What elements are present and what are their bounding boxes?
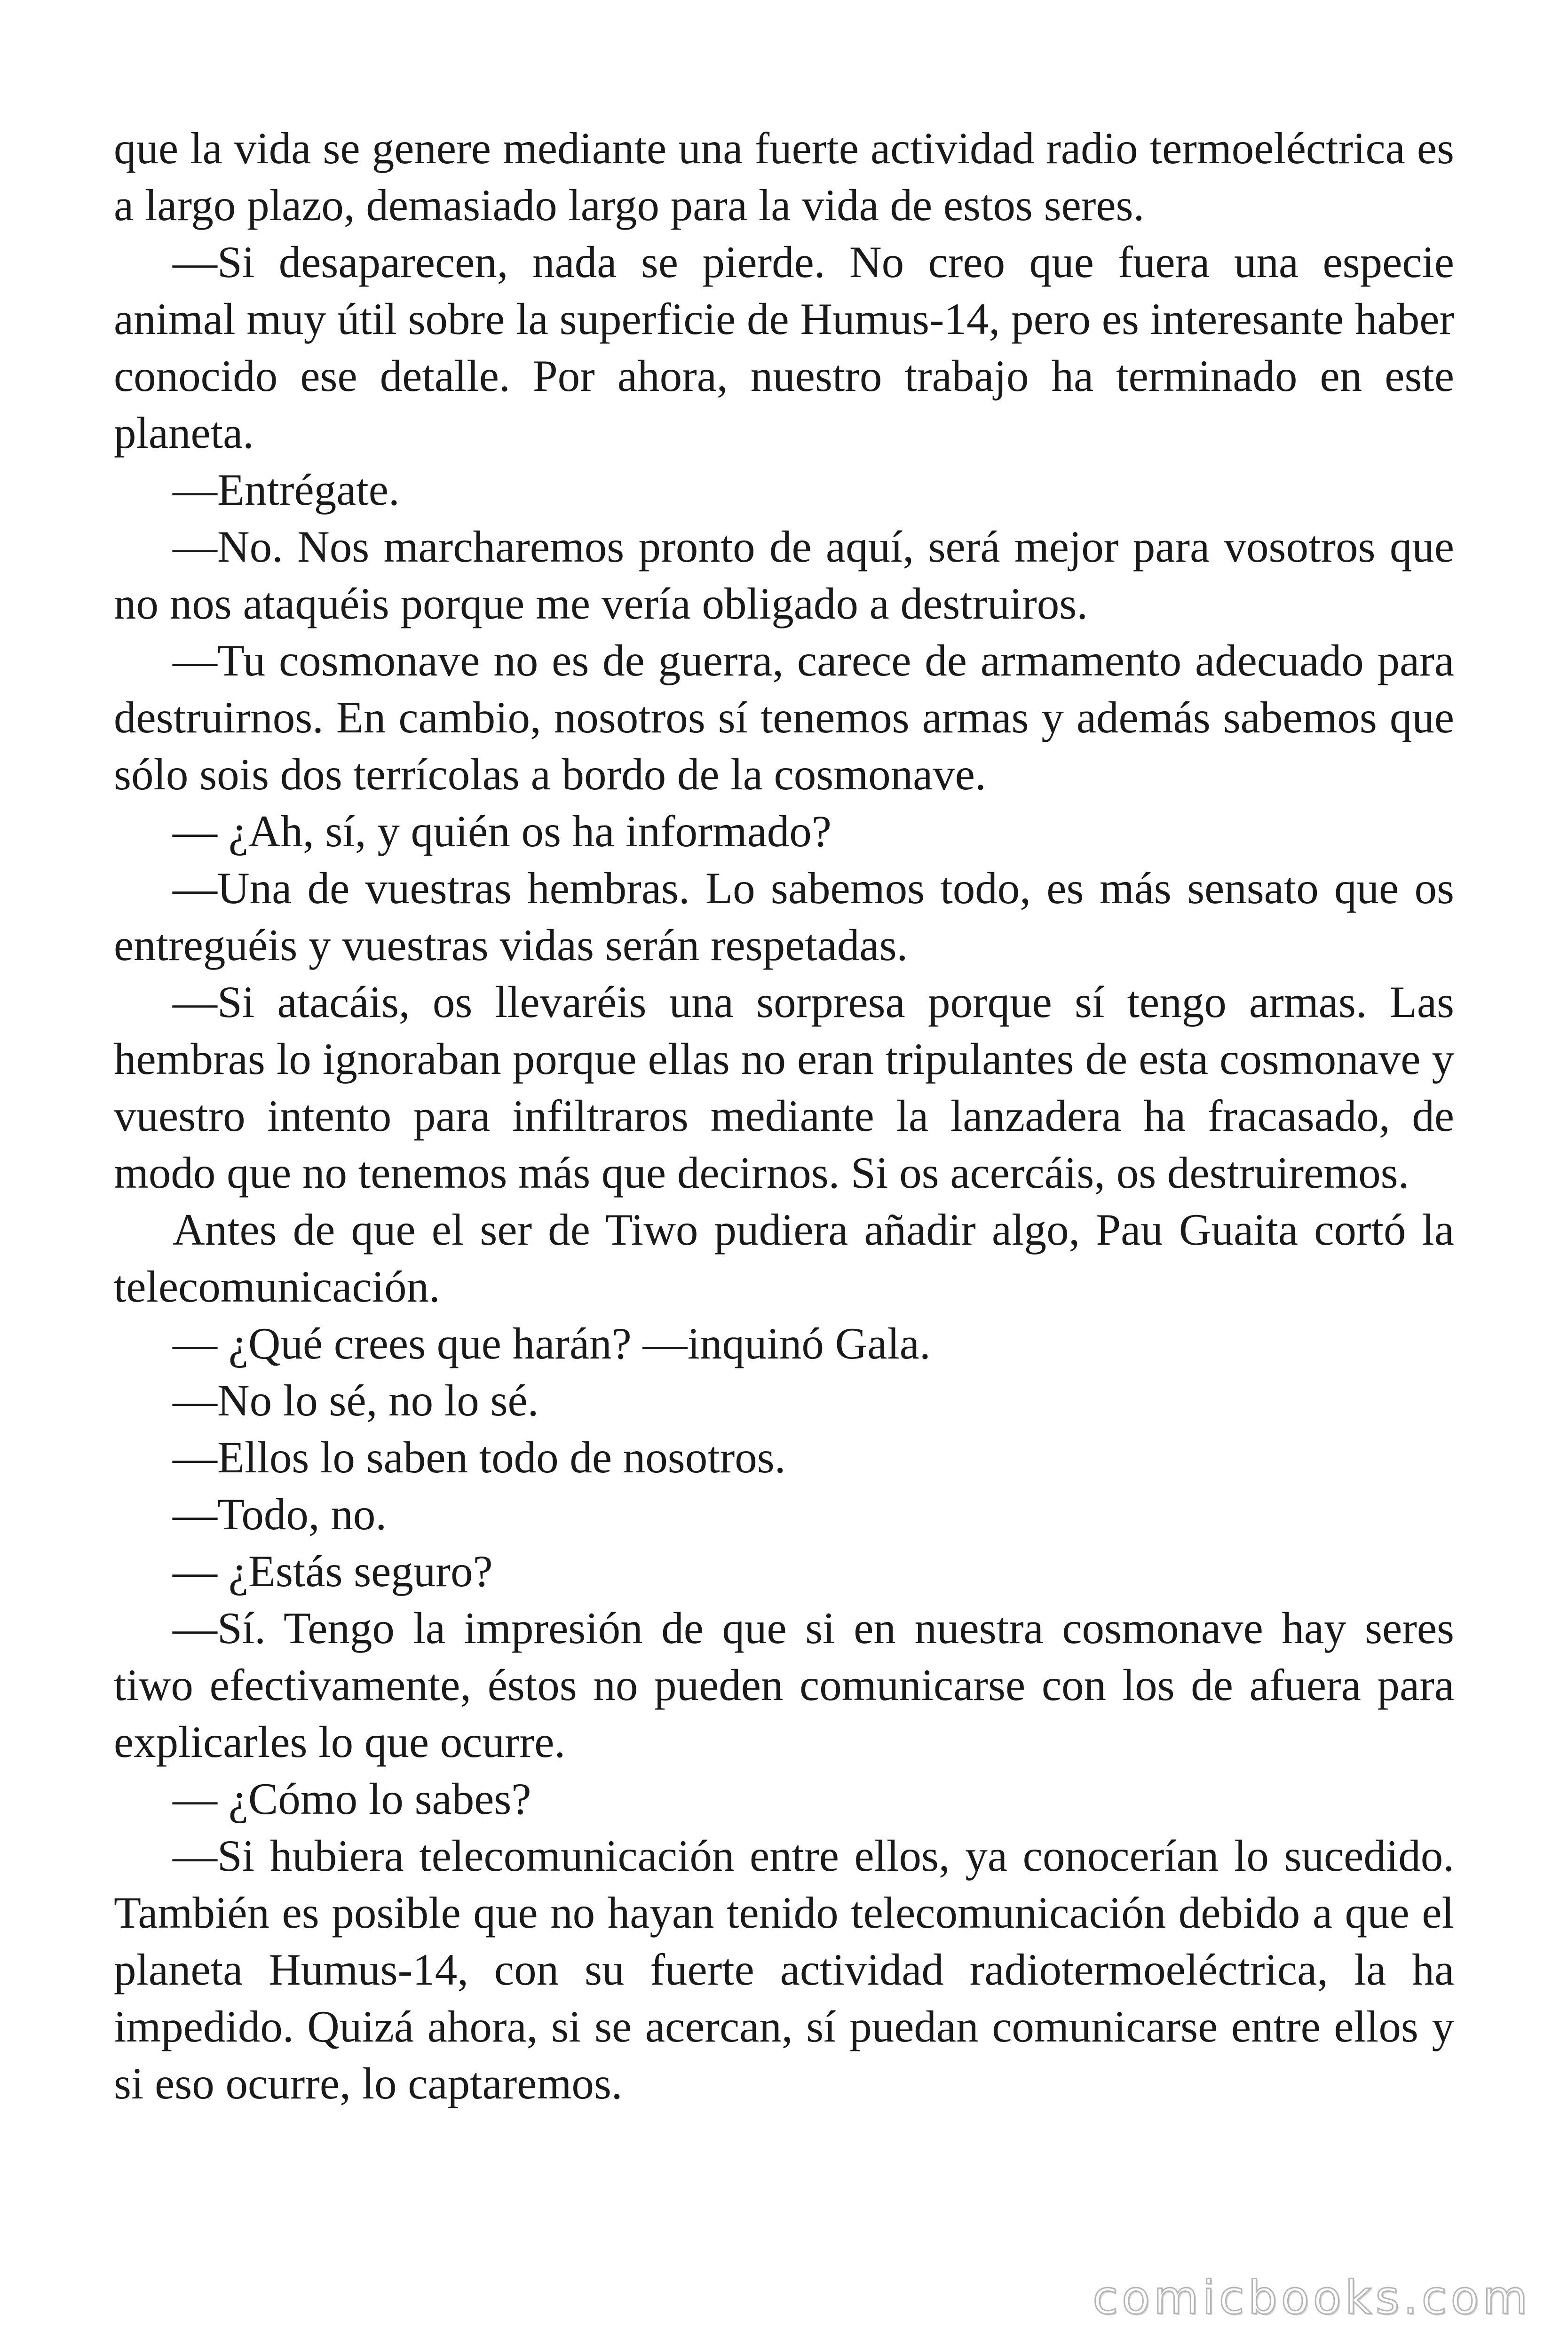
paragraph-8: —Si atacáis, os llevaréis una sorpresa porque sí tengo armas. Las hembras lo ignoraban porque ellas no eran tripulantes de esta cosmonave y vuestro intento para infiltraros mediante la lanzadera ha fracasado, de modo que no tenemos más que decirnos. Si os acercáis, os destruiremos. [114, 977, 1454, 1198]
paragraph-13: —Todo, no. [173, 1489, 387, 1539]
paragraph-12: —Ellos lo saben todo de nosotros. [173, 1432, 786, 1482]
watermark: comicbooks.com [1093, 2271, 1531, 2325]
paragraph-2: —Si desaparecen, nada se pierde. No creo que fuera una especie animal muy útil sobre la superficie de Humus-14, pero es interesante haber conocido ese detalle. Por ahora, nuestro trabajo ha terminado en este planeta. [114, 237, 1454, 458]
paragraph-14: — ¿Estás seguro? [173, 1546, 493, 1596]
paragraph-15: —Sí. Tengo la impresión de que si en nuestra cosmonave hay seres tiwo efectivamente, éstos no pueden comunicarse con los de afuera para explicarles lo que ocurre. [114, 1603, 1454, 1767]
paragraph-4: —No. Nos marcharemos pronto de aquí, será mejor para vosotros que no nos ataquéis porque me vería obligado a destruiros. [114, 522, 1454, 628]
paragraph-6: — ¿Ah, sí, y quién os ha informado? [173, 806, 832, 856]
paragraph-3: —Entrégate. [173, 465, 400, 515]
paragraph-16: — ¿Cómo lo sabes? [173, 1774, 531, 1824]
paragraph-5: —Tu cosmonave no es de guerra, carece de armamento adecuado para destruirnos. En cambio, nosotros sí tenemos armas y además sabemos que sólo sois dos terrícolas a bordo de la cosmonave. [114, 636, 1454, 799]
paragraph-1: que la vida se genere mediante una fuerte actividad radio termoeléctrica es a largo plazo, demasiado largo para la vida de estos seres. [114, 123, 1454, 230]
paragraph-10: — ¿Qué crees que harán? —inquinó Gala. [173, 1319, 931, 1368]
paragraph-7: —Una de vuestras hembras. Lo sabemos todo, es más sensato que os entreguéis y vuestras vidas serán respetadas. [114, 863, 1454, 970]
paragraph-17: —Si hubiera telecomunicación entre ellos, ya conocerían lo sucedido. También es posible que no hayan tenido telecomunicación debido a que el planeta Humus-14, con su fuerte actividad radiotermoeléctrica, la ha impedido. Quizá ahora, si se acercan, sí puedan comunicarse entre ellos y si eso ocurre, lo captaremos. [114, 1831, 1454, 2108]
page-text [114, 120, 1454, 2112]
paragraph-9: Antes de que el ser de Tiwo pudiera añadir algo, Pau Guaita cortó la telecomunicación. [114, 1205, 1454, 1311]
paragraph-11: —No lo sé, no lo sé. [173, 1375, 539, 1425]
